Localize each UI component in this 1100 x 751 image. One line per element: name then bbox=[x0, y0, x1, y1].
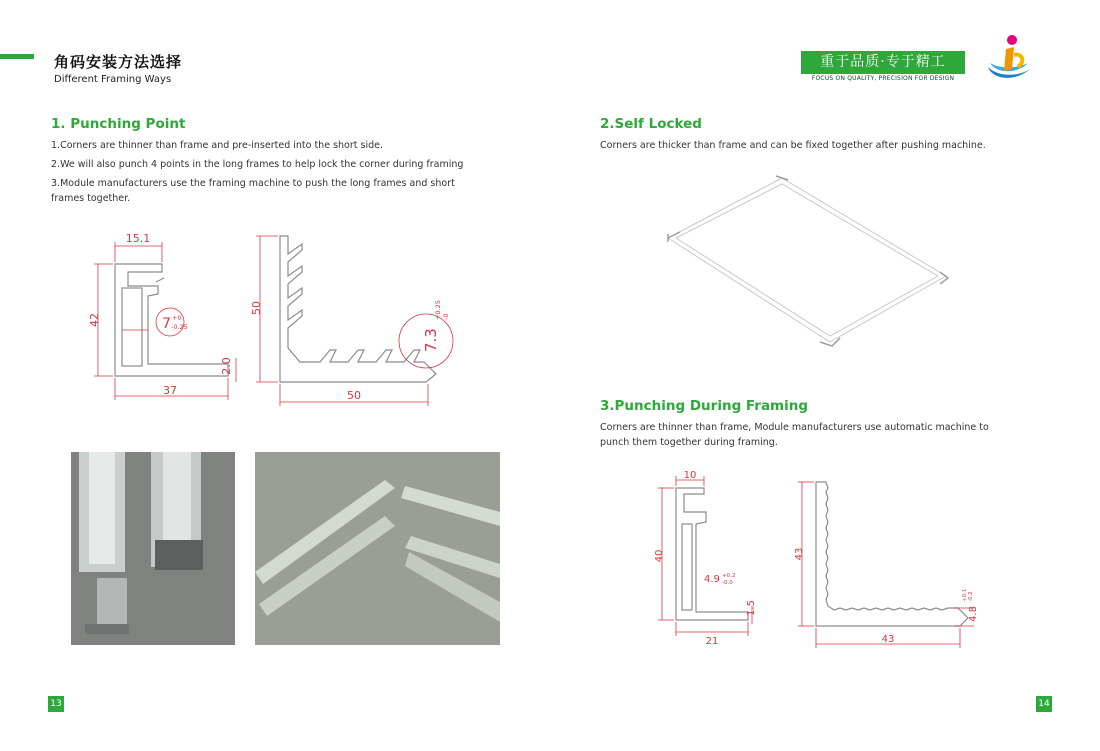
section1-line-1: 1.Corners are thinner than frame and pre-inserted into the short side. bbox=[51, 140, 383, 151]
dim-a3-top: 10 bbox=[683, 470, 697, 481]
section1-text bbox=[51, 138, 521, 206]
section2-text: Corners are thicker than frame and can be fixed together after pushing machine. bbox=[600, 140, 986, 151]
dim-a1-lip: 2.0 bbox=[220, 357, 233, 375]
page-number-left: 13 bbox=[48, 696, 64, 712]
dim-b3-thick-tol-plus: +0.1 bbox=[962, 588, 968, 602]
dim-b1-bottom: 50 bbox=[347, 389, 361, 402]
header-accent-bar bbox=[0, 54, 34, 59]
section2-title: 2.Self Locked bbox=[600, 116, 702, 132]
brand-logo bbox=[984, 33, 1036, 85]
dim-a1-inner-tol-minus: -0.25 bbox=[171, 323, 188, 331]
dim-a3-inner-tol-minus: -0.0 bbox=[722, 580, 733, 586]
dim-a1-height: 42 bbox=[88, 313, 101, 327]
profile-drawing-a3 bbox=[640, 466, 770, 656]
dim-a3-inner-tol-plus: +0.2 bbox=[722, 573, 736, 579]
page-title-cn: 角码安装方法选择 bbox=[54, 53, 183, 71]
section1-line-4: frames together. bbox=[51, 193, 131, 204]
brand-slogan-en: FOCUS ON QUALITY, PRECISION FOR DESIGN bbox=[811, 75, 955, 82]
dim-b1-thick-tol-plus: +0.25 bbox=[434, 300, 442, 320]
dim-b3-thick: 4.8 bbox=[968, 606, 979, 622]
section3-title: 3.Punching During Framing bbox=[600, 398, 809, 414]
section1-line-3: 3.Module manufacturers use the framing machine to push the long frames and short bbox=[51, 178, 455, 189]
section1-line-2: 2.We will also punch 4 points in the long frames to help lock the corner during framing bbox=[51, 159, 464, 170]
section3-line-2: punch them together during framing. bbox=[600, 437, 778, 448]
section3-line-1: Corners are thinner than frame, Module manufacturers use automatic machine to bbox=[600, 422, 989, 433]
dim-a3-inner: 4.9 bbox=[704, 574, 720, 585]
dim-a1-bottom: 37 bbox=[163, 384, 177, 397]
page-number-right: 14 bbox=[1036, 696, 1052, 712]
dim-b3-thick-tol-minus: -0.2 bbox=[968, 591, 974, 602]
dim-b3-height: 43 bbox=[794, 547, 805, 561]
section1-title: 1. Punching Point bbox=[51, 116, 186, 132]
dim-a1-inner-tol-plus: +0 bbox=[172, 314, 182, 322]
page-title-en: Different Framing Ways bbox=[54, 74, 172, 85]
brand-slogan: 重于品质·专于精工 bbox=[801, 51, 965, 74]
dim-a3-bottom: 21 bbox=[705, 636, 719, 647]
section3-text bbox=[600, 420, 1060, 450]
photo-corner-inserted bbox=[71, 452, 235, 645]
dim-a1-inner: 7 bbox=[162, 316, 171, 332]
dim-a1-top: 15.1 bbox=[125, 232, 151, 245]
frame-assembly-drawing bbox=[660, 172, 950, 352]
dim-b1-thick-tol-minus: -0 bbox=[442, 313, 450, 320]
profile-drawing-b3 bbox=[780, 466, 980, 656]
dim-a3-lip: 1.5 bbox=[746, 600, 757, 616]
profile-drawing-a1 bbox=[80, 226, 250, 406]
dim-b3-bottom: 43 bbox=[881, 634, 895, 645]
photo-frame-corners bbox=[255, 452, 500, 645]
dim-a3-height: 40 bbox=[654, 549, 665, 563]
dim-b1-height: 50 bbox=[250, 301, 263, 315]
profile-drawing-b1 bbox=[240, 226, 460, 406]
dim-b1-thick: 7.3 bbox=[422, 328, 440, 352]
